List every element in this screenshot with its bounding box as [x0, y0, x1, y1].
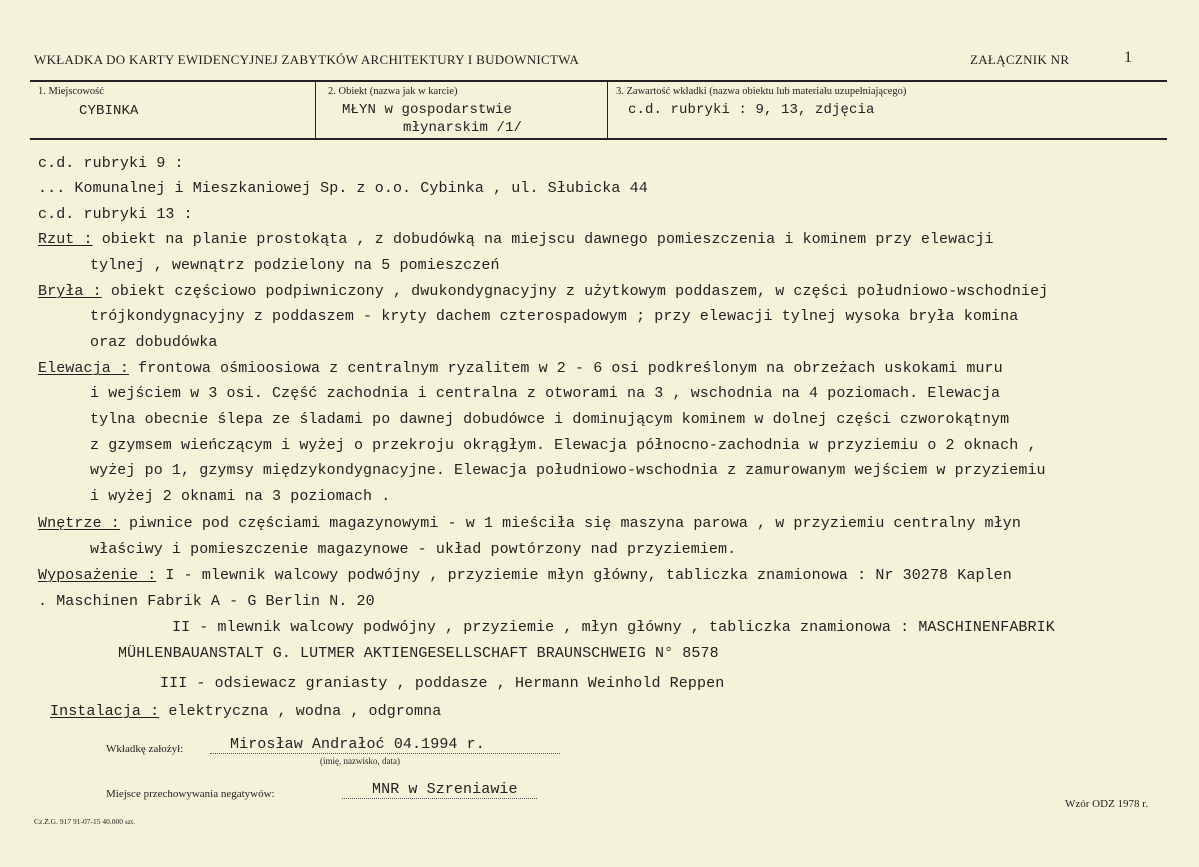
field-object-value-1: MŁYN w gospodarstwie: [342, 102, 513, 118]
section-heading: Instalacja :: [50, 703, 160, 720]
section-text: frontowa ośmioosiowa z centralnym ryzalitem w 2 - 6 osi podkreślonym na obrzeżach uskokami muru: [129, 360, 1003, 377]
section-wyposazenie: [38, 567, 1012, 584]
field-object-value-2: młynarskim /1/: [403, 120, 523, 136]
body-line: III - odsiewacz graniasty , poddasze , Hermann Weinhold Reppen: [160, 675, 725, 692]
prepared-value: Mirosław Andrałoć 04.1994 r.: [210, 736, 560, 754]
section-heading: Bryła :: [38, 283, 102, 300]
bottom-rule: [30, 138, 1167, 140]
prepared-label: Wkładkę założył:: [106, 743, 184, 755]
section-elewacja: [38, 360, 1003, 377]
form-model: Wzór ODZ 1978 r.: [1065, 798, 1149, 810]
section-heading: Wyposażenie :: [38, 567, 157, 584]
body-line: ... Komunalnej i Mieszkaniowej Sp. z o.o. Cybinka , ul. Słubicka 44: [38, 180, 648, 197]
body-line: tylnej , wewnątrz podzielony na 5 pomieszczeń: [90, 257, 500, 274]
body-line: wyżej po 1, gzymsy międzykondygnacyjne. Elewacja południowo-wschodnia z zamurowanym wejściem w przyziemiu: [90, 462, 1046, 479]
negatives-value: MNR w Szreniawie: [342, 781, 537, 799]
field-content-value: c.d. rubryki : 9, 13, zdjęcia: [628, 102, 875, 118]
negatives-label: Miejsce przechowywania negatywów:: [106, 788, 275, 800]
section-text: I - mlewnik walcowy podwójny , przyziemie młyn główny, tabliczka znamionowa : Nr 30278 Kaplen: [156, 567, 1012, 584]
section-heading: Rzut :: [38, 231, 93, 248]
body-line: MÜHLENBAUANSTALT G. LUTMER AKTIENGESELLSCHAFT BRAUNSCHWEIG N° 8578: [118, 645, 719, 662]
section-wnetrze: [38, 515, 1021, 532]
divider-1: [315, 81, 316, 139]
divider-2: [607, 81, 608, 139]
top-rule: [30, 80, 1167, 82]
attachment-label: ZAŁĄCZNIK NR: [970, 52, 1070, 67]
section-instalacja: [50, 703, 441, 720]
field-place-label: 1. Miejscowość: [38, 86, 104, 97]
section-text: elektryczna , wodna , odgromna: [159, 703, 442, 720]
section-heading: Wnętrze :: [38, 515, 120, 532]
body-line: tylna obecnie ślepa ze śladami po dawnej dobudówce i dominującym kominem w dolnej części czworokątnym: [90, 411, 1010, 428]
section-heading: Elewacja :: [38, 360, 130, 377]
print-info: Cz.Z.G. 917 91-07-15 40.000 szt.: [34, 817, 136, 826]
body-line: z gzymsem wieńczącym i wyżej o przekroju okrągłym. Elewacja północno-zachodnia w przyziemiu o 2 oknach ,: [90, 437, 1037, 454]
body-line: . Maschinen Fabrik A - G Berlin N. 20: [38, 593, 375, 610]
body-line: II - mlewnik walcowy podwójny , przyziemie , młyn główny , tabliczka znamionowa : MASCHINENFABRIK: [172, 619, 1055, 636]
body-line: c.d. rubryki 9 :: [38, 155, 184, 172]
section-text: obiekt na planie prostokąta , z dobudówką na miejscu dawnego pomieszczenia i kominem przy elewacji: [92, 231, 994, 248]
body-line: właściwy i pomieszczenie magazynowe - układ powtórzony nad przyziemiem.: [90, 541, 737, 558]
section-bryla: [38, 283, 1048, 300]
body-line: oraz dobudówka: [90, 334, 218, 351]
section-text: obiekt częściowo podpiwniczony , dwukondygnacyjny z użytkowym poddaszem, w części południowo-wschodniej: [101, 283, 1049, 300]
attachment-number: 1: [1124, 49, 1132, 66]
body-line: c.d. rubryki 13 :: [38, 206, 193, 223]
body-line: i wejściem w 3 osi. Część zachodnia i centralna z otworami na 3 , wschodnia na 4 poziomach. Elewacja: [90, 385, 1001, 402]
prepared-caption: (imię, nazwisko, data): [320, 756, 400, 766]
body-line: trójkondygnacyjny z poddaszem - kryty dachem czterospadowym ; przy elewacji tylnej wysoka bryła komina: [90, 308, 1019, 325]
field-content-label: 3. Zawartość wkładki (nazwa obiektu lub materiału uzupełniającego): [616, 86, 907, 97]
field-object-label: 2. Obiekt (nazwa jak w karcie): [328, 86, 458, 97]
field-place-value: CYBINKA: [79, 103, 139, 119]
section-text: piwnice pod częściami magazynowymi - w 1 mieściła się maszyna parowa , w przyziemiu centralny młyn: [119, 515, 1021, 532]
section-rzut: [38, 231, 994, 248]
body-line: i wyżej 2 oknami na 3 poziomach .: [90, 488, 391, 505]
form-title: WKŁADKA DO KARTY EWIDENCYJNEJ ZABYTKÓW ARCHITEKTURY I BUDOWNICTWA: [34, 52, 580, 67]
